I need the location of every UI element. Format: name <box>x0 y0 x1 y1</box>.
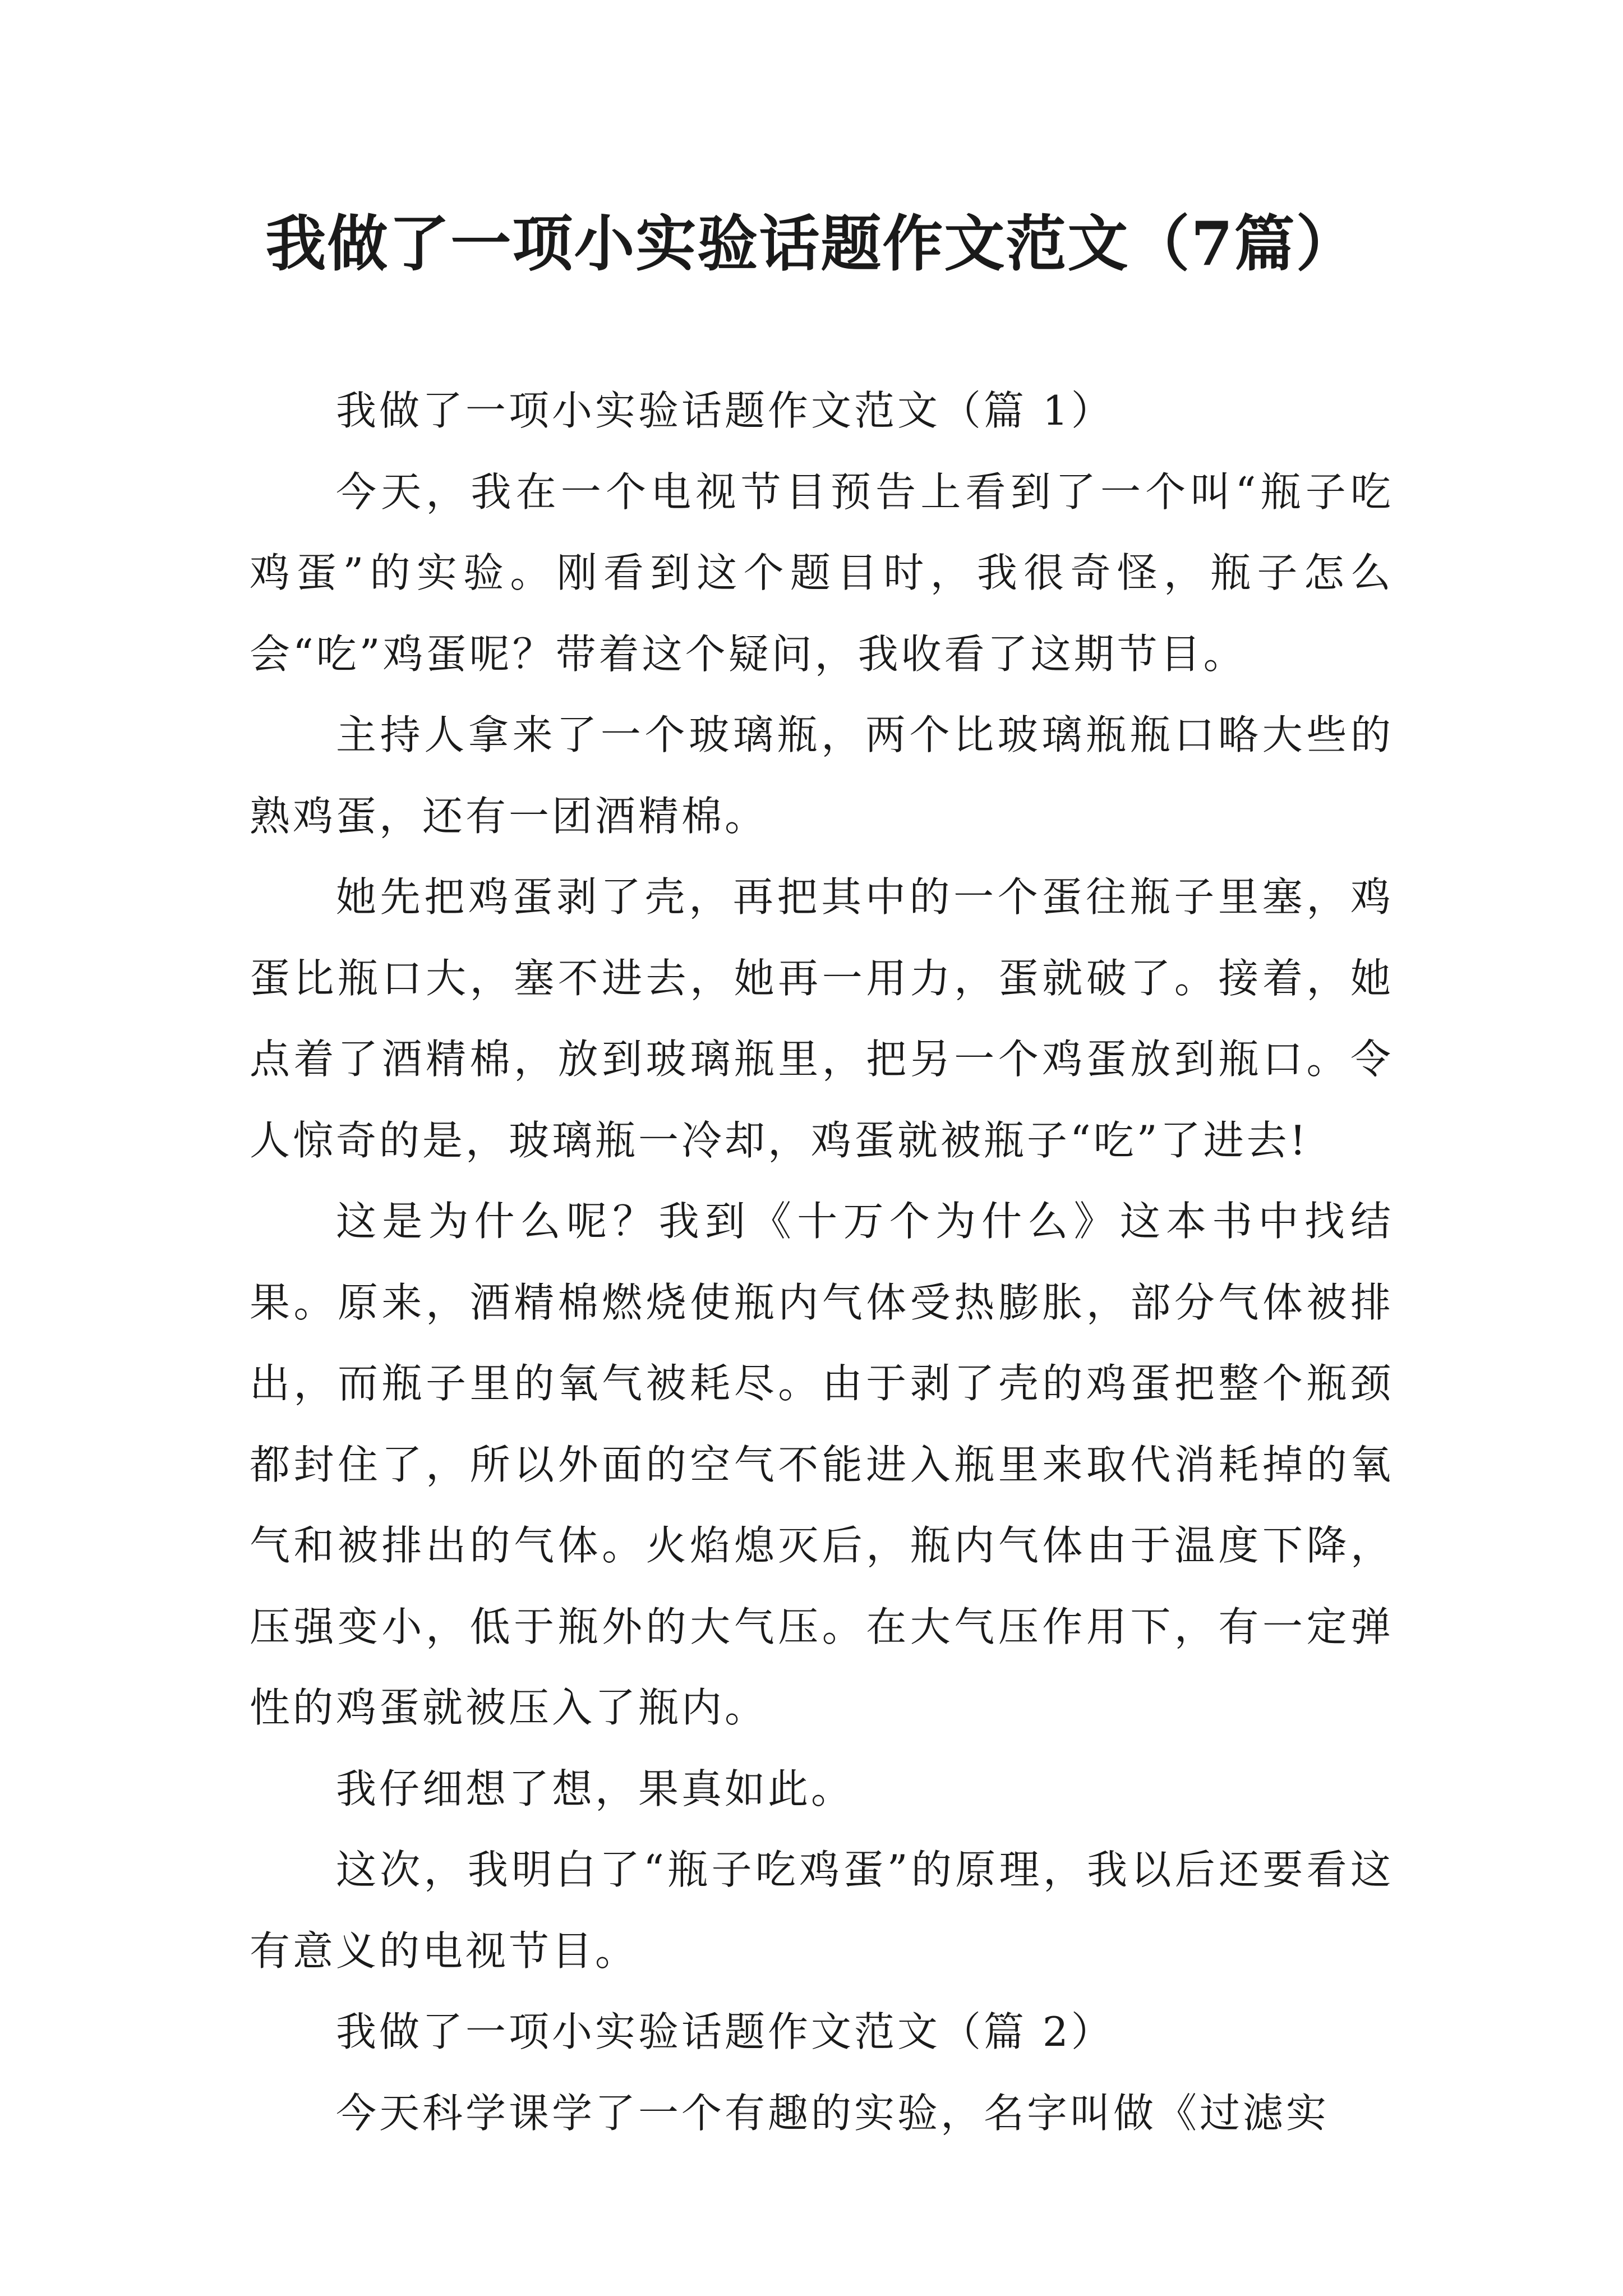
paragraph: 主持人拿来了一个玻璃瓶，两个比玻璃瓶瓶口略大些的熟鸡蛋，还有一团酒精棉。 <box>250 711 1394 840</box>
document-title: 我做了一项小实验话题作文范文（7篇） <box>265 209 1358 279</box>
paragraph: 今天，我在一个电视节目预告上看到了一个叫“瓶子吃鸡蛋”的实验。刚看到这个题目时，我很奇怪，瓶子怎么会“吃”鸡蛋呢？带着这个疑问，我收看了这期节目。 <box>250 468 1394 678</box>
document-body <box>250 370 1394 2154</box>
section-heading: 我做了一项小实验话题作文范文（篇 1） <box>336 387 1114 434</box>
paragraph: 这次，我明白了“瓶子吃鸡蛋”的原理，我以后还要看这有意义的电视节目。 <box>250 1846 1394 1975</box>
paragraph: 今天科学课学了一个有趣的实验，名字叫做《过滤实 <box>336 2089 1330 2137</box>
paragraph: 她先把鸡蛋剥了壳，再把其中的一个蛋往瓶子里塞，鸡蛋比瓶口大，塞不进去，她再一用力，蛋就破了。接着，她点着了酒精棉，放到玻璃瓶里，把另一个鸡蛋放到瓶口。令人惊奇的是，玻璃瓶一冷却，鸡蛋就被瓶子“吃”了进去! <box>250 873 1394 1164</box>
paragraph: 这是为什么呢？我到《十万个为什么》这本书中找结果。原来，酒精棉燃烧使瓶内气体受热膨胀，部分气体被排出，而瓶子里的氧气被耗尽。由于剥了壳的鸡蛋把整个瓶颈都封住了，所以外面的空气不能进入瓶里来取代消耗掉的氧气和被排出的气体。火焰熄灭后，瓶内气体由于温度下降，压强变小，低于瓶外的大气压。在大气压作用下，有一定弹性的鸡蛋就被压入了瓶内。 <box>250 1198 1394 1731</box>
paragraph: 我仔细想了想，果真如此。 <box>336 1765 855 1812</box>
section-heading: 我做了一项小实验话题作文范文（篇 2） <box>336 2008 1114 2055</box>
